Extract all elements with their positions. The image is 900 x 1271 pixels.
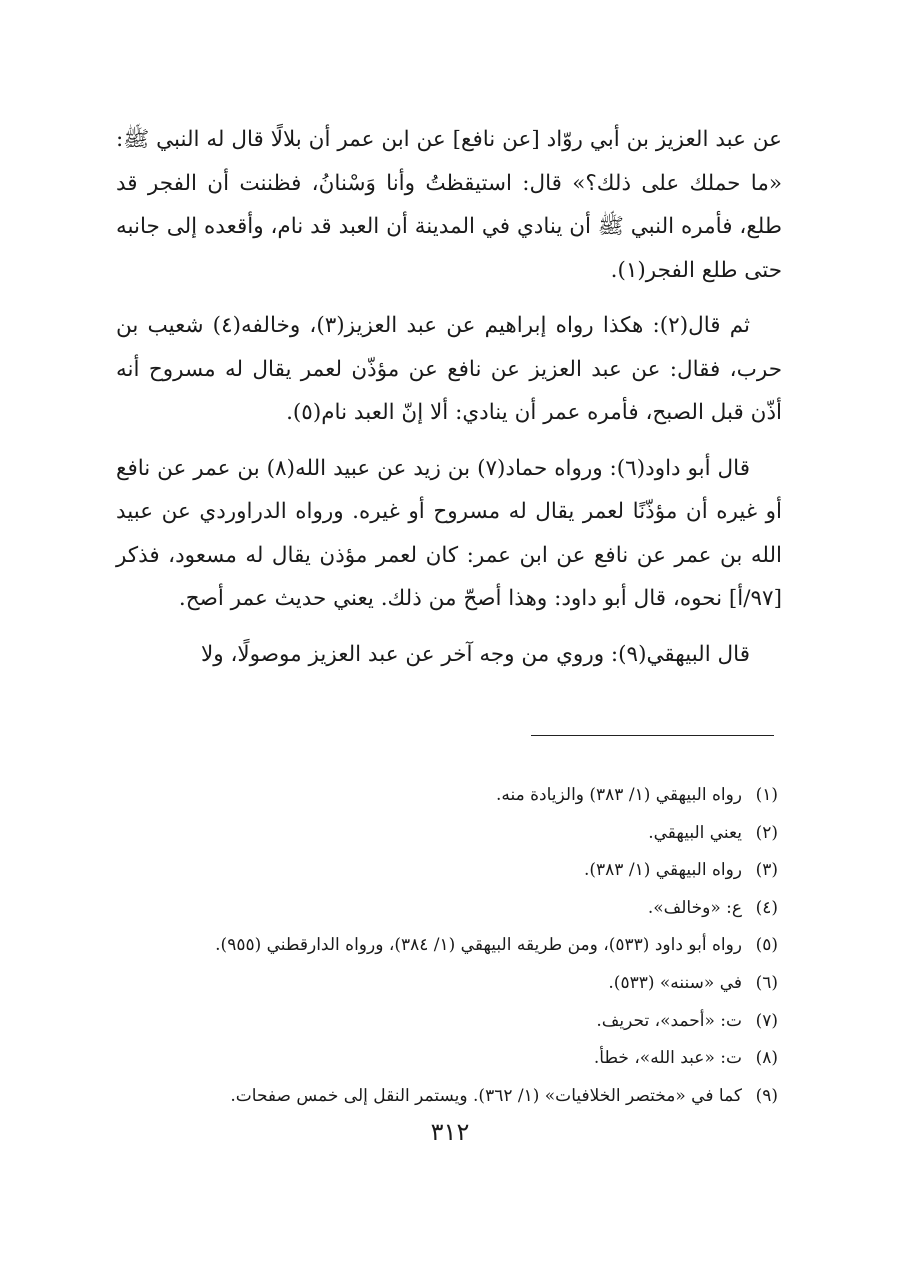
footnote-number: (٤) bbox=[755, 897, 778, 918]
footnote-item bbox=[120, 852, 778, 890]
page-number: ٣١٢ bbox=[430, 1118, 470, 1146]
paragraph-4: قال البيهقي(٩): وروي من وجه آخر عن عبد العزيز موصولًا، ولا bbox=[200, 641, 750, 667]
footnote-number: (١) bbox=[755, 785, 778, 805]
footnote-item bbox=[120, 1078, 778, 1116]
footnotes-list bbox=[120, 777, 778, 1115]
footnote-number: (٢) bbox=[755, 822, 778, 843]
footnote-number: (٩) bbox=[755, 1085, 778, 1106]
footnote-item bbox=[120, 815, 778, 853]
footnote-number: (٥) bbox=[755, 935, 778, 956]
footnote-text: يعني البيهقي. bbox=[648, 822, 742, 843]
paragraph-1: عن عبد العزيز بن أبي روّاد [عن نافع] عن ابن عمر أن بلالًا قال له النبي ﷺ: «ما حملك على ذلك؟» قال: استيقظتُ وأنا وَسْنانُ، فظننت أن الفجر قد طلع، فأمره النبي ﷺ أن ينادي في المدينة أن العبد قد نام، وأقعده إلى جانبه حتى طلع الفجر(١). bbox=[116, 127, 782, 283]
footnote-item bbox=[120, 1003, 778, 1041]
footnote-number: (٨) bbox=[755, 1048, 778, 1069]
main-text bbox=[116, 118, 782, 676]
paragraph-2: ثم قال(٢): هكذا رواه إبراهيم عن عبد العزيز(٣)، وخالفه(٤) شعيب بن حرب، فقال: عن عبد العزيز عن نافع عن مؤذّن لعمر يقال له مسروح أنه أذّن قبل الصبح، فأمره عمر أن ينادي: ألا إنّ العبد نام(٥). bbox=[116, 313, 782, 425]
paragraph-3: قال أبو داود(٦): ورواه حماد(٧) بن زيد عن عبيد الله(٨) بن عمر عن نافع أو غيره أن مؤذّنًا لعمر يقال له مسروح أو غيره. ورواه الدراوردي عن عبيد الله بن عمر عن نافع عن ابن عمر: كان لعمر مؤذن يقال له مسعود، فذكر [٩٧/أ] نحوه، قال أبو داود: وهذا أصحّ من ذلك. يعني حديث عمر أصح. bbox=[116, 455, 782, 611]
footnote-text: رواه البيهقي (١/ ٣٨٣). bbox=[584, 860, 742, 881]
footnote-text: ت: «عبد الله»، خطأ. bbox=[593, 1048, 742, 1069]
footnote-text: كما في «مختصر الخلافيات» (١/ ٣٦٢). ويستمر النقل إلى خمس صفحات. bbox=[230, 1085, 742, 1106]
footnote-item bbox=[120, 965, 778, 1003]
footnote-item bbox=[120, 777, 778, 815]
footnote-text: في «سننه» (٥٣٣). bbox=[608, 972, 742, 993]
footnote-item bbox=[120, 1040, 778, 1078]
footnote-number: (٧) bbox=[755, 1010, 778, 1031]
footnote-divider bbox=[531, 735, 774, 736]
footnote-number: (٣) bbox=[755, 860, 778, 881]
footnote-text: ت: «أحمد»، تحريف. bbox=[596, 1010, 742, 1031]
footnote-item bbox=[120, 927, 778, 965]
footnote-text: رواه أبو داود (٥٣٣)، ومن طريقه البيهقي (١/ ٣٨٤)، ورواه الدارقطني (٩٥٥). bbox=[215, 935, 742, 956]
footnote-number: (٦) bbox=[755, 972, 778, 993]
footnote-text: رواه البيهقي (١/ ٣٨٣) والزيادة منه. bbox=[495, 785, 742, 805]
footnote-text: ع: «وخالف». bbox=[647, 897, 742, 918]
footnote-item bbox=[120, 890, 778, 928]
